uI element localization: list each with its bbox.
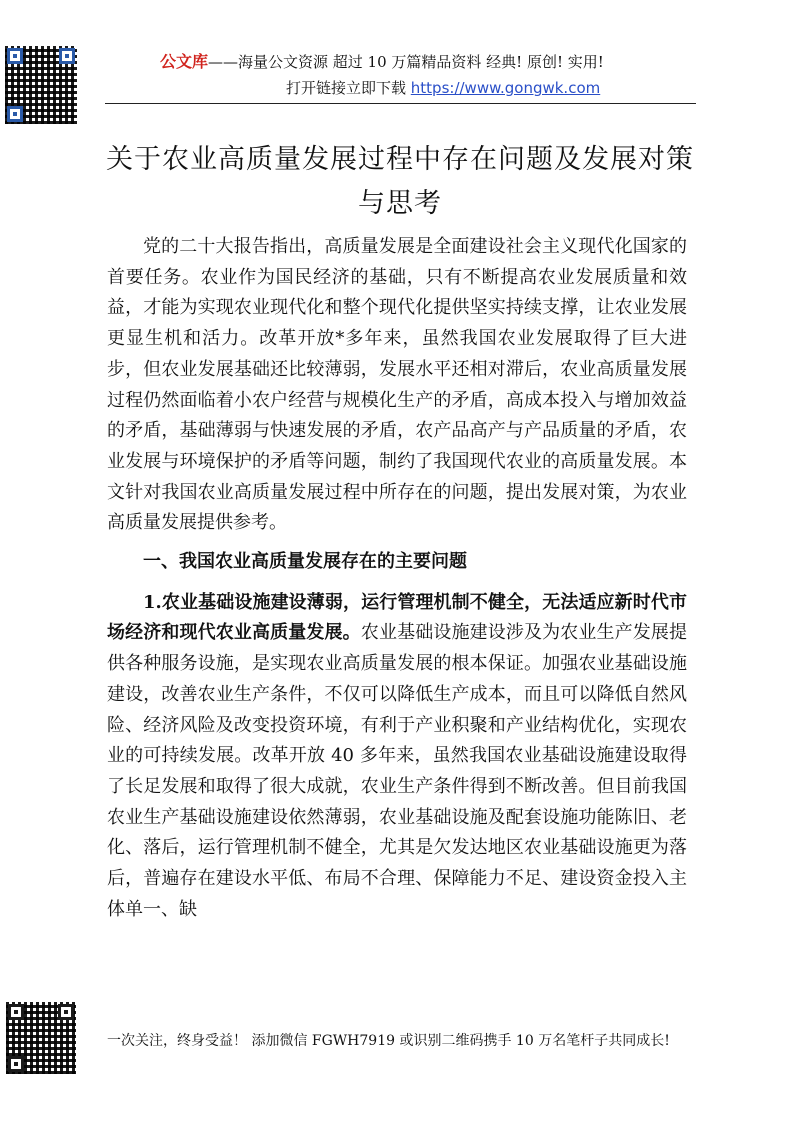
- document-body: [107, 232, 687, 925]
- qr-finder-icon: [8, 1004, 24, 1020]
- point-paragraph: [107, 588, 687, 926]
- intro-paragraph: 党的二十大报告指出，高质量发展是全面建设社会主义现代化国家的首要任务。农业作为国民经济的基础，只有不断提高农业发展质量和效益，才能为实现农业现代化和整个现代化提供坚实持续支撑，让农业发展更显生机和活力。改革开放*多年来，虽然我国农业发展取得了巨大进步，但农业发展基础还比较薄弱，发展水平还相对滞后，农业高质量发展过程仍然面临着小农户经营与规模化生产的矛盾，高成本投入与增加效益的矛盾，基础薄弱与快速发展的矛盾，农产品高产与产品质量的矛盾，农业发展与环境保护的矛盾等问题，制约了我国现代农业的高质量发展。本文针对我国农业高质量发展过程中所存在的问题，提出发展对策，为农业高质量发展提供参考。: [107, 236, 687, 534]
- qr-finder-icon: [7, 106, 23, 122]
- brand-name: 公文库: [160, 52, 209, 71]
- point-heading: 1.农业基础设施建设薄弱，运行管理机制不健全，无法适应新时代市场经济和现代农业高质量发展。: [107, 591, 687, 644]
- tagline: ——海量公文资源 超过 10 万篇精品资料 经典! 原创! 实用!: [208, 53, 604, 71]
- download-prompt: 打开链接立即下载: [286, 79, 411, 97]
- qr-code-top[interactable]: [5, 46, 77, 124]
- point-text: 农业基础设施建设涉及为农业生产发展提供各种服务设施，是实现农业高质量发展的根本保证。加强农业基础设施建设，改善农业生产条件，不仅可以降低生产成本，而且可以降低自然风险、经济风险及改变投资环境，有利于产业积聚和产业结构优化，实现农业的可持续发展。改革开放 40 多年来，虽然我国农业基础设施建设取得了长足发展和取得了很大成就，农业生产条件得到不断改善。但目前我国农业生产基础设施建设依然薄弱，农业基础设施及配套设施功能陈旧、老化、落后，运行管理机制不健全，尤其是欠发达地区农业基础设施更为落后，普遍存在建设水平低、布局不合理、保障能力不足、建设资金投入主体单一、缺: [107, 622, 688, 920]
- qr-finder-icon: [7, 48, 23, 64]
- qr-finder-icon: [8, 1056, 24, 1072]
- qr-finder-icon: [59, 48, 75, 64]
- footer-note: 一次关注，终身受益！ 添加微信 FGWH7919 或识别二维码携手 10 万名笔杆子共同成长!: [107, 1033, 670, 1049]
- section-heading: 一、我国农业高质量发展存在的主要问题: [143, 551, 467, 573]
- download-line: [286, 76, 600, 100]
- header-divider: [105, 103, 696, 104]
- qr-finder-icon: [58, 1004, 74, 1020]
- header-banner: [160, 50, 760, 97]
- website-link[interactable]: https://www.gongwk.com: [410, 79, 601, 97]
- document-title: 关于农业高质量发展过程中存在问题及发展对策与思考: [106, 144, 694, 219]
- qr-code-bottom[interactable]: [6, 1002, 76, 1074]
